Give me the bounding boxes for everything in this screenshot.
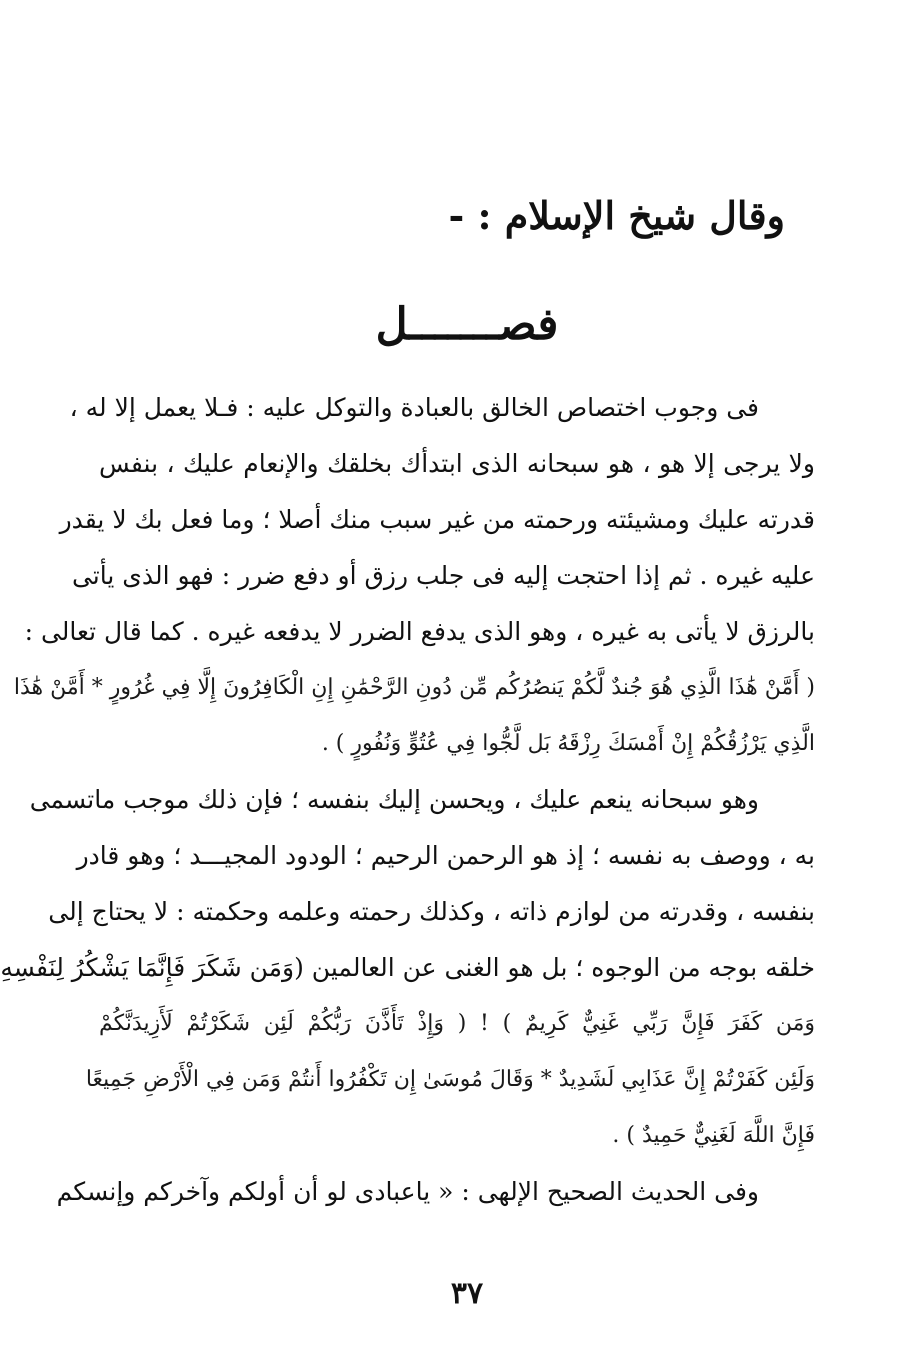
quran-verse-line: فَإِنَّ اللَّهَ لَغَنِيٌّ حَمِيدٌ ) . [612, 1123, 815, 1148]
text-line: وفى الحديث الصحيح الإلهى : « ياعبادى لو أن أولكم وآخركم وإنسكم [56, 1177, 759, 1206]
text-line: قدرته عليك ومشيئته ورحمته من غير سبب منك أصلا ؛ وما فعل بك لا يقدر [59, 505, 815, 534]
section-title: فصـــــــل [375, 299, 559, 350]
text-line: خلقه بوجه من الوجوه ؛ بل هو الغنى عن العالمين (وَمَن شَكَرَ فَإِنَّمَا يَشْكُرُ لِنَفْسِهِ [0, 953, 815, 982]
text-line: وهو سبحانه ينعم عليك ، ويحسن إليك بنفسه ؛ فإن ذلك موجب ماتسمى [29, 785, 759, 814]
quran-verse-line: وَمَن كَفَرَ فَإِنَّ رَبِّي غَنِيٌّ كَرِيمٌ ) ! ( وَإِذْ تَأَذَّنَ رَبُّكُمْ لَئِن شَكَرْتُمْ لَأَزِيدَنَّكُمْ [99, 1011, 815, 1036]
text-line: بالرزق لا يأتى به غيره ، وهو الذى يدفع الضرر لا يدفعه غيره . كما قال تعالى : [24, 617, 815, 646]
page-number: ٣٧ [450, 1276, 484, 1311]
text-line: ولا يرجى إلا هو ، هو سبحانه الذى ابتدأك بخلقك والإنعام عليك ، بنفس [99, 449, 815, 478]
quran-verse-line: الَّذِي يَرْزُقُكُمْ إِنْ أَمْسَكَ رِزْقَهُ بَل لَّجُّوا فِي عُتُوٍّ وَنُفُورٍ ) . [321, 731, 815, 756]
text-line: عليه غيره . ثم إذا احتجت إليه فى جلب رزق أو دفع ضرر : فهو الذى يأتى [71, 561, 815, 590]
text-line: فى وجوب اختصاص الخالق بالعبادة والتوكل عليه : فـلا يعمل إلا له ، [69, 393, 759, 422]
text-line: به ، ووصف به نفسه ؛ إذ هو الرحمن الرحيم ؛ الودود المجيـــد ؛ وهو قادر [76, 841, 815, 870]
body-text [0, 380, 815, 1220]
chapter-heading: وقال شيخ الإسلام : - [448, 193, 785, 238]
quran-verse-line: وَلَئِن كَفَرْتُمْ إِنَّ عَذَابِي لَشَدِيدٌ * وَقَالَ مُوسَىٰ إِن تَكْفُرُوا أَنتُمْ وَمَن فِي الْأَرْضِ جَمِيعًا [85, 1067, 815, 1092]
text-line: بنفسه ، وقدرته من لوازم ذاته ، وكذلك رحمته وعلمه وحكمته : لا يحتاج إلى [48, 897, 815, 926]
quran-verse-line: ( أَمَّنْ هَٰذَا الَّذِي هُوَ جُندٌ لَّكُمْ يَنصُرُكُم مِّن دُونِ الرَّحْمَٰنِ إِنِ الْكَافِرُونَ إِلَّا فِي غُرُورٍ * أَمَّنْ هَٰذَا [13, 675, 815, 700]
